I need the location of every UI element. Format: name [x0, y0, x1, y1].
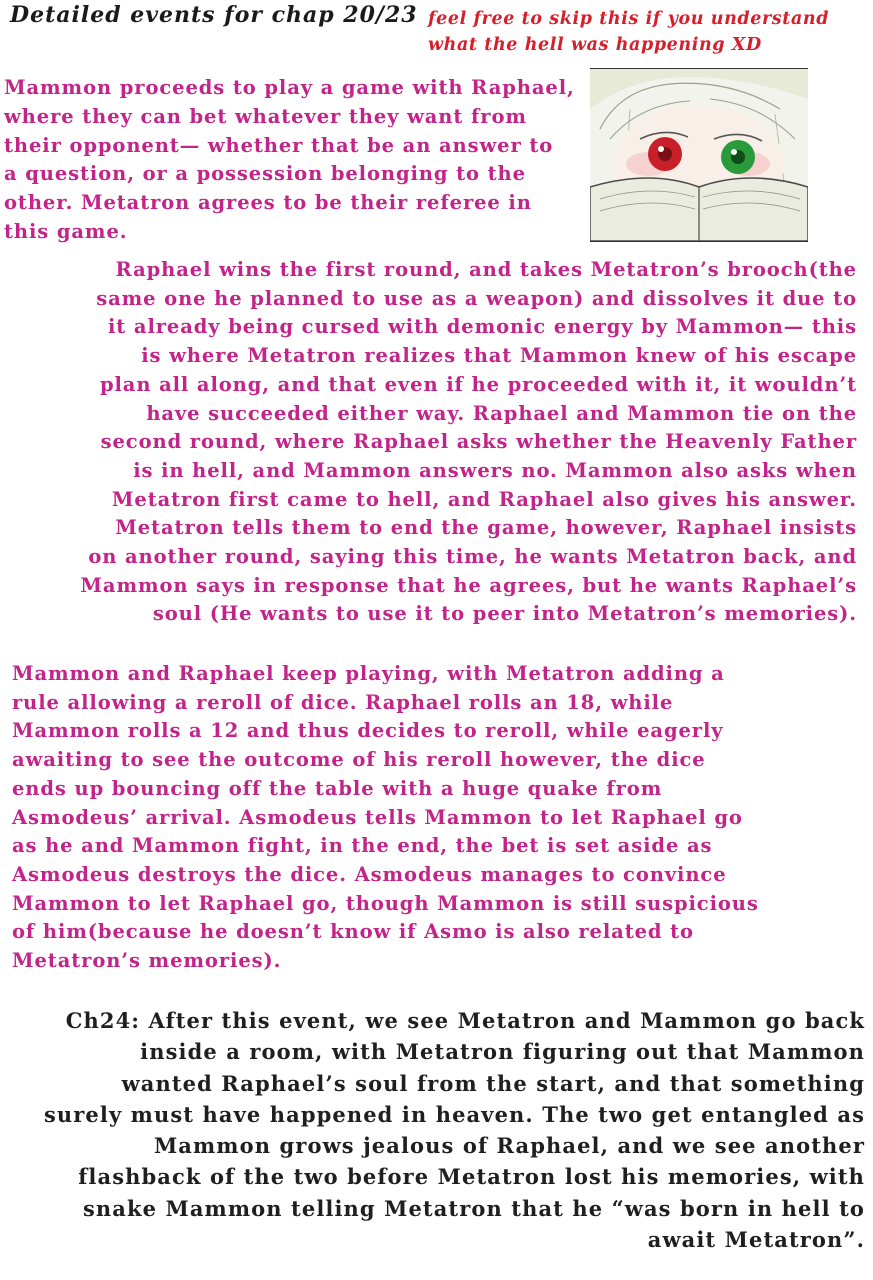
- text-line: snake Mammon telling Metatron that he “was born in hell to: [82, 1195, 865, 1221]
- text-line: Metatron first came to hell, and Raphael also gives his answer.: [111, 487, 857, 511]
- text-line: as he and Mammon fight, in the end, the bet is set aside as: [12, 834, 713, 858]
- text-line: Asmodeus destroys the dice. Asmodeus manages to convince: [12, 862, 727, 886]
- text-line: it already being cursed with demonic energy by Mammon— this: [108, 315, 857, 339]
- text-line: awaiting to see the outcome of his reroll however, the dice: [12, 748, 706, 772]
- text-line: Metatron’s memories).: [12, 949, 282, 973]
- text-line: await Metatron”.: [647, 1227, 865, 1253]
- text-line: ends up bouncing off the table with a huge quake from: [12, 776, 663, 800]
- text-line: Mammon and Raphael keep playing, with Metatron adding a: [12, 662, 725, 685]
- paragraph-first-rounds: [80, 256, 857, 629]
- paragraph-dice-reroll: [12, 660, 759, 976]
- text-line: plan all along, and that even if he proceeded with it, it wouldn’t: [99, 372, 857, 396]
- text-line: Mammon grows jealous of Raphael, and we see another: [153, 1133, 865, 1159]
- text-line: Mammon proceeds to play a game with Raphael,: [4, 76, 575, 99]
- text-line: a question, or a possession belonging to the: [4, 162, 526, 186]
- text-line: rule allowing a reroll of dice. Raphael rolls an 18, while: [12, 690, 674, 714]
- text-line: Ch24: After this event, we see Metatron and Mammon go back: [65, 1008, 865, 1033]
- text-line: soul (He wants to use it to peer into Metatron’s memories).: [152, 602, 857, 626]
- text-line: on another round, saying this time, he wants Metatron back, and: [88, 545, 857, 569]
- character-illustration: [590, 68, 808, 242]
- text-line: same one he planned to use as a weapon) and dissolves it due to: [96, 286, 857, 310]
- text-line: flashback of the two before Metatron lost his memories, with: [78, 1164, 865, 1190]
- text-line: this game.: [4, 219, 128, 243]
- skip-note-line: what the hell was happening XD: [428, 35, 762, 55]
- page-title: Detailed events for chap 20/23: [10, 2, 418, 28]
- text-line: of him(because he doesn’t know if Asmo is also related to: [12, 920, 694, 944]
- text-line: surely must have happened in heaven. The two get entangled as: [43, 1101, 865, 1127]
- skip-note: [428, 6, 829, 58]
- text-line: Mammon to let Raphael go, though Mammon is still suspicious: [12, 891, 759, 915]
- text-line: wanted Raphael’s soul from the start, and that something: [121, 1070, 865, 1096]
- text-line: inside a room, with Metatron figuring out that Mammon: [140, 1039, 865, 1065]
- text-line: where they can bet whatever they want from: [4, 104, 527, 128]
- text-line: Raphael wins the first round, and takes Metatron’s brooch(the: [115, 258, 857, 281]
- text-line: is where Metatron realizes that Mammon knew of his escape: [141, 344, 857, 368]
- text-line: other. Metatron agrees to be their referee in: [4, 191, 532, 215]
- text-line: Metatron tells them to end the game, however, Raphael insists: [115, 516, 857, 540]
- text-line: Mammon says in response that he agrees, but he wants Raphael’s: [80, 573, 857, 597]
- text-line: is in hell, and Mammon answers no. Mammon also asks when: [133, 458, 857, 482]
- text-line: Asmodeus’ arrival. Asmodeus tells Mammon to let Raphael go: [12, 805, 743, 829]
- text-line: Mammon rolls a 12 and thus decides to reroll, while eagerly: [12, 719, 724, 743]
- paragraph-game-intro: [4, 74, 575, 247]
- text-line: their opponent— whether that be an answer to: [4, 133, 554, 157]
- text-line: have succeeded either way. Raphael and Mammon tie on the: [146, 401, 857, 425]
- paragraph-chapter-24: [44, 1005, 865, 1255]
- skip-note-line: feel free to skip this if you understand: [428, 9, 830, 29]
- text-line: second round, where Raphael asks whether the Heavenly Father: [100, 430, 857, 454]
